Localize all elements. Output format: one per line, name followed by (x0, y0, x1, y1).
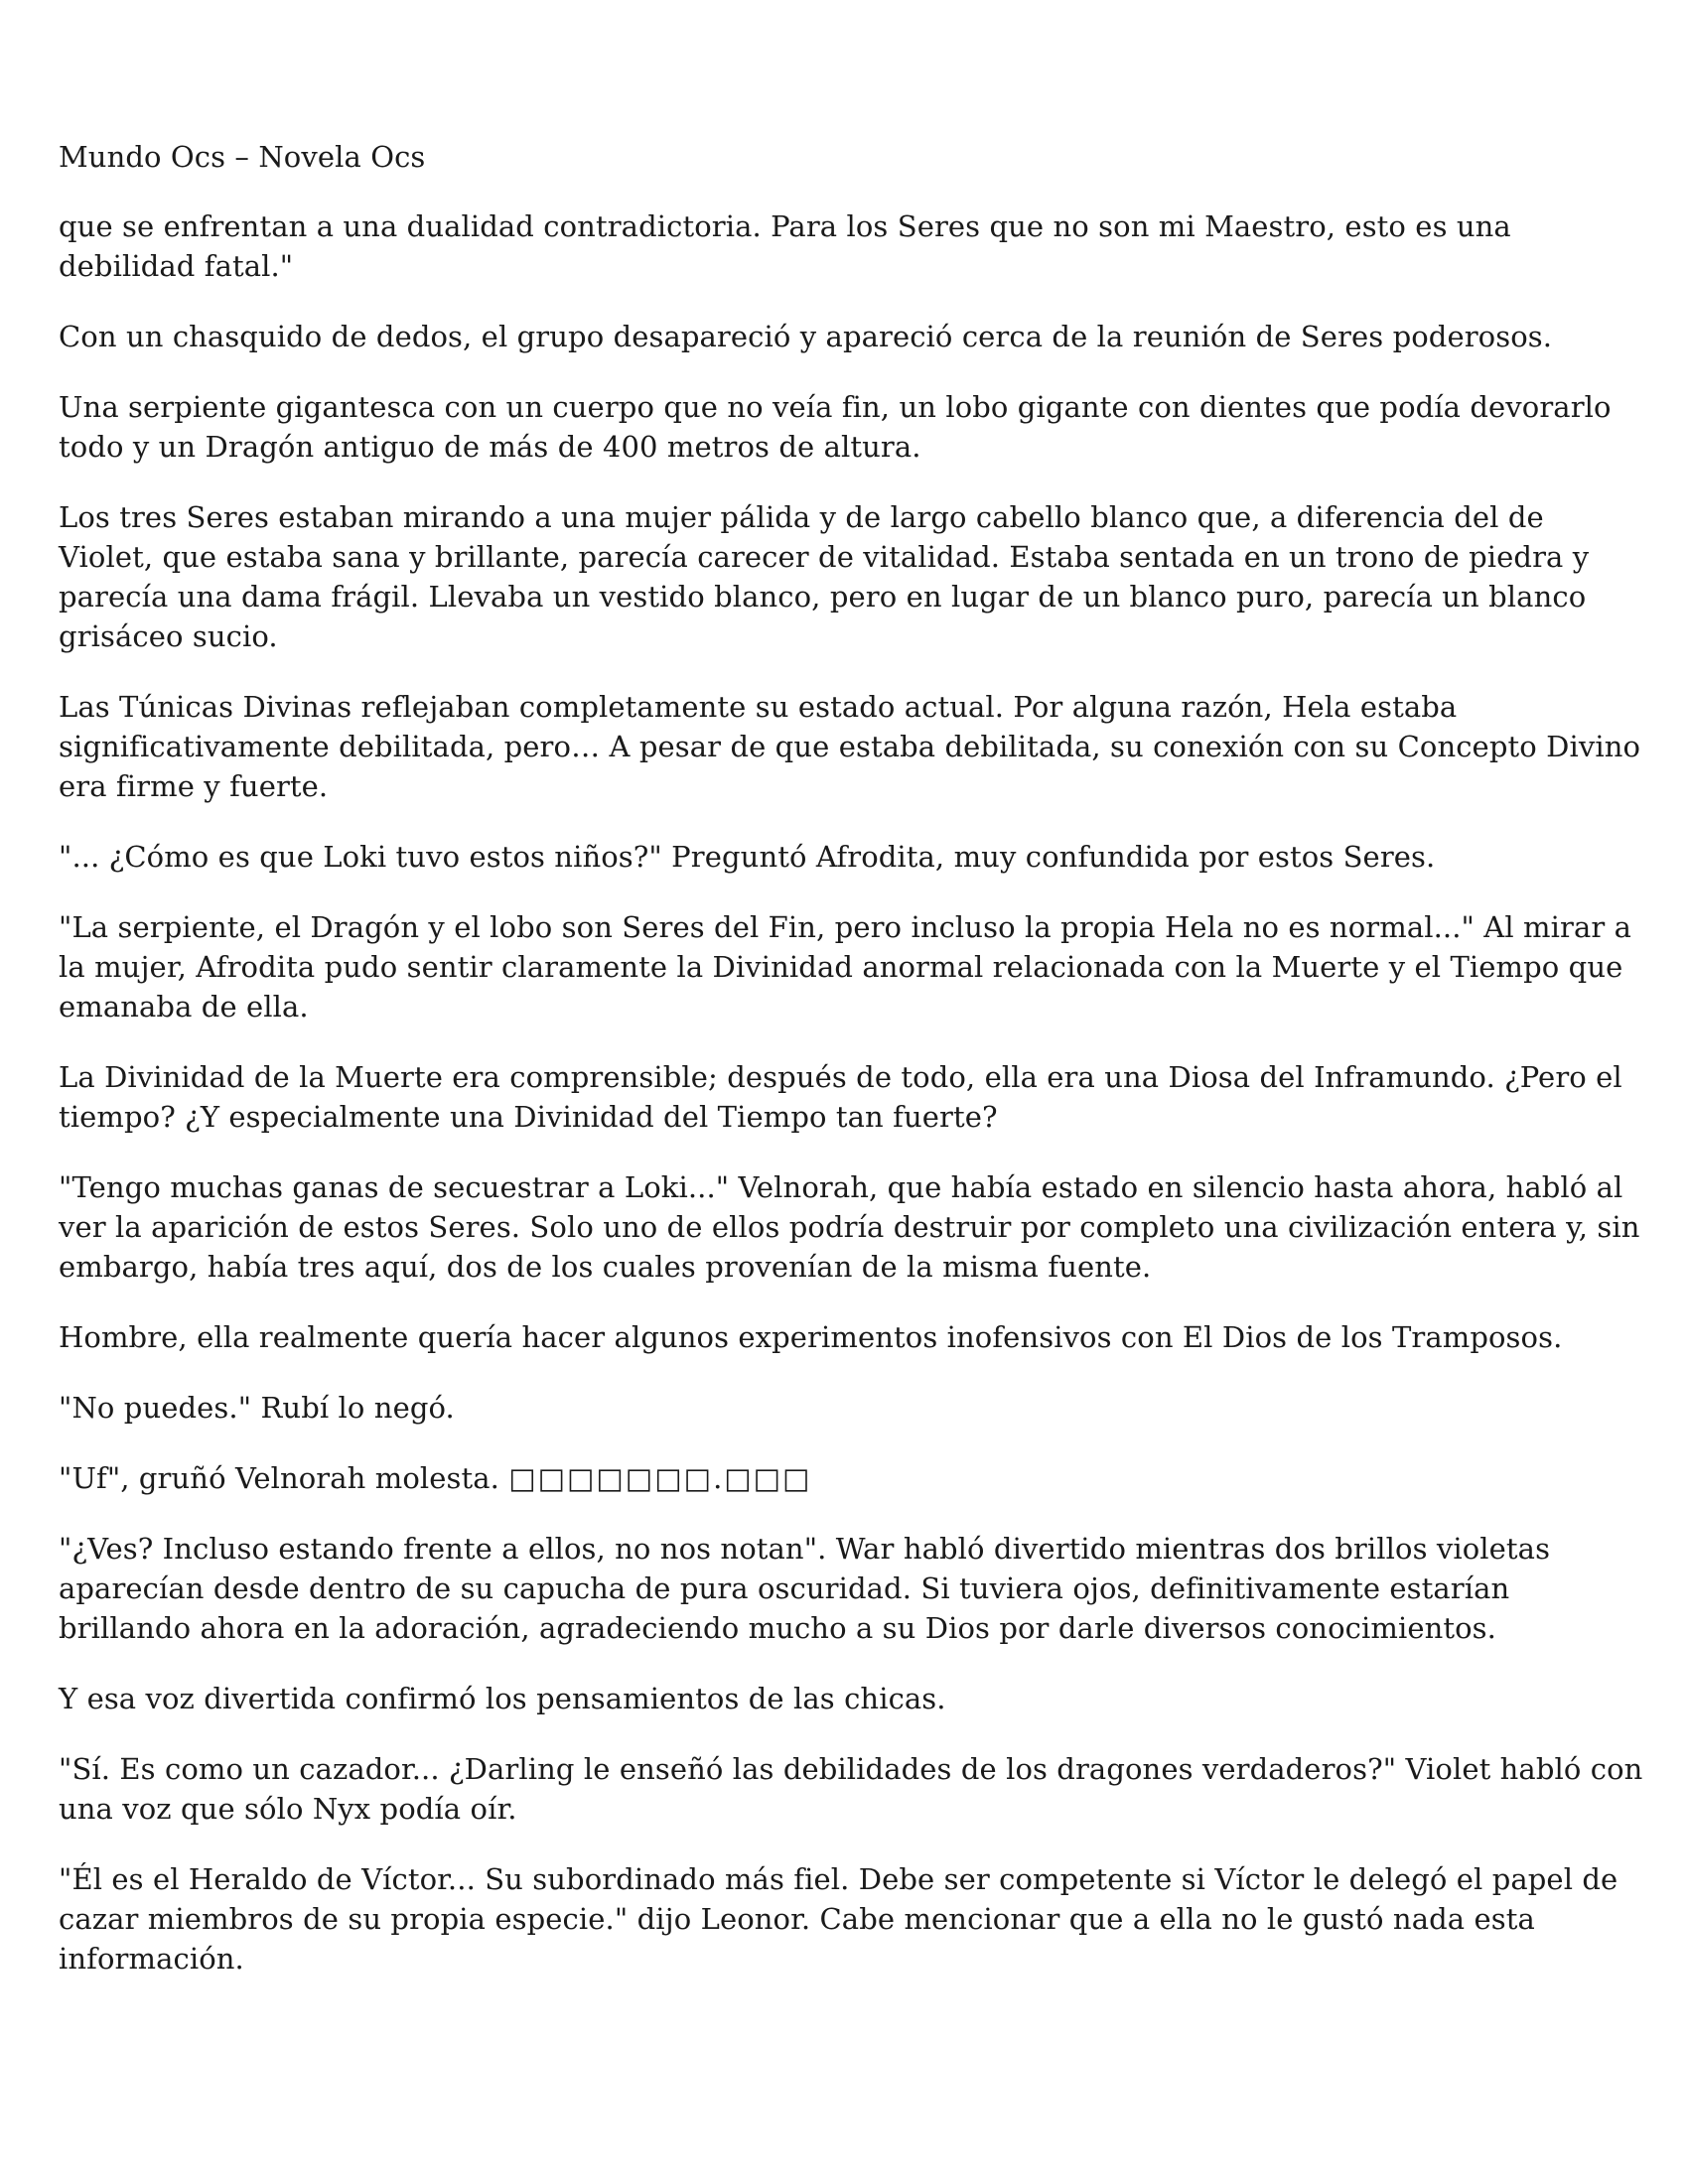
paragraph-9: "Tengo muchas ganas de secuestrar a Loki..." Velnorah, que había estado en silencio hasta ahora, habló al ver la aparición de estos Seres. Solo uno de ellos podría destruir por completo una civilización entera y, sin embargo, había tres aquí, dos de los cuales provenían de la misma fuente. (59, 1170, 1640, 1284)
paragraph-14: Y esa voz divertida confirmó los pensamientos de las chicas. (59, 1682, 946, 1715)
paragraph-13: "¿Ves? Incluso estando frente a ellos, no nos notan". War habló divertido mientras dos brillos violetas aparecían desde dentro de su capucha de pura oscuridad. Si tuviera ojos, definitivamente estarían brillando ahora en la adoración, agradeciendo mucho a su Dios por darle diversos conocimientos. (59, 1532, 1551, 1645)
paragraph-7: "La serpiente, el Dragón y el lobo son Seres del Fin, pero incluso la propia Hela no es normal..." Al mirar a la mujer, Afrodita pudo sentir claramente la Divinidad anormal relacionada con la Muerte y el Tiempo que emanaba de ella. (59, 910, 1632, 1024)
paragraph-8: La Divinidad de la Muerte era comprensible; después de todo, ella era una Diosa del Inframundo. ¿Pero el tiempo? ¿Y especialmente una Divinidad del Tiempo tan fuerte? (59, 1060, 1622, 1134)
paragraph-6: "... ¿Cómo es que Loki tuvo estos niños?" Preguntó Afrodita, muy confundida por estos Seres. (59, 840, 1436, 874)
paragraph-5: Las Túnicas Divinas reflejaban completamente su estado actual. Por alguna razón, Hela estaba significativamente debilitada, pero… A pesar de que estaba debilitada, su conexión con su Concepto Divino era firme y fuerte. (59, 690, 1641, 803)
garbled-glyphs: □□□□□□□.□□□ (508, 1461, 812, 1495)
paragraph-12 (59, 1458, 1647, 1498)
document-page (59, 137, 1647, 2009)
paragraph-2: Con un chasquido de dedos, el grupo desapareció y apareció cerca de la reunión de Seres poderosos. (59, 320, 1553, 353)
paragraph-12-text: "Uf", gruñó Velnorah molesta. (59, 1461, 499, 1495)
paragraph-3: Una serpiente gigantesca con un cuerpo que no veía fin, un lobo gigante con dientes que podía devorarlo todo y un Dragón antiguo de más de 400 metros de altura. (59, 390, 1612, 464)
page-header: Mundo Ocs – Novela Ocs (59, 140, 426, 174)
paragraph-16: "Él es el Heraldo de Víctor... Su subordinado más fiel. Debe ser competente si Víctor le delegó el papel de cazar miembros de su propia especie." dijo Leonor. Cabe mencionar que a ella no le gustó nada esta información. (59, 1862, 1618, 1976)
paragraph-4: Los tres Seres estaban mirando a una mujer pálida y de largo cabello blanco que, a diferencia del de Violet, que estaba sana y brillante, parecía carecer de vitalidad. Estaba sentada en un trono de piedra y parecía una dama frágil. Llevaba un vestido blanco, pero en lugar de un blanco puro, parecía un blanco grisáceo sucio. (59, 500, 1590, 653)
paragraph-11: "No puedes." Rubí lo negó. (59, 1391, 455, 1425)
paragraph-1: que se enfrentan a una dualidad contradictoria. Para los Seres que no son mi Maestro, esto es una debilidad fatal." (59, 209, 1511, 283)
paragraph-10: Hombre, ella realmente quería hacer algunos experimentos inofensivos con El Dios de los Tramposos. (59, 1320, 1563, 1354)
paragraph-15: "Sí. Es como un cazador... ¿Darling le enseñó las debilidades de los dragones verdaderos?" Violet habló con una voz que sólo Nyx podía oír. (59, 1752, 1643, 1826)
